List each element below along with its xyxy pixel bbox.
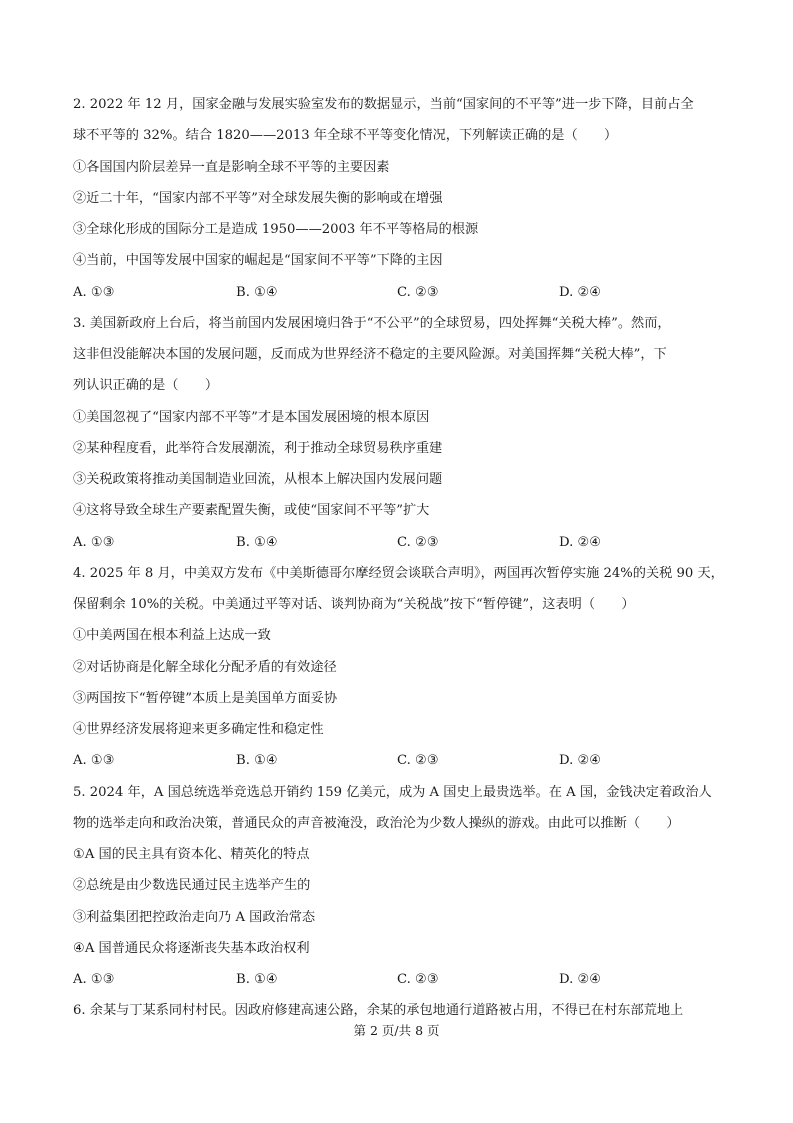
q3-option-b: B. ①④ [236, 535, 278, 550]
q5-statement-4: ④A 国普通民众将逐渐丧失基本政治权利 [73, 941, 310, 956]
q3-options [73, 533, 733, 553]
q4-options [73, 751, 733, 771]
q3-stem-line-2: 这非但没能解决本国的发展问题，反而成为世界经济不稳定的主要风险源。对美国挥舞“关税大棒”，下 [73, 347, 667, 362]
q3-option-c: C. ②③ [397, 535, 439, 550]
q2-option-d: D. ②④ [559, 285, 602, 300]
q5-options [73, 970, 733, 990]
q2-option-c: C. ②③ [397, 285, 439, 300]
q2-stem-line-1: 2. 2022 年 12 月，国家金融与发展实验室发布的数据显示，当前“国家间的不平等”进一步下降，目前占全 [73, 97, 694, 112]
q4-statement-2: ②对话协商是化解全球化分配矛盾的有效途径 [73, 660, 337, 675]
q5-statement-2: ②总统是由少数选民通过民主选举产生的 [73, 878, 311, 893]
q5-option-c: C. ②③ [397, 972, 439, 987]
q5-option-d: D. ②④ [559, 972, 602, 987]
q5-stem-line-1: 5. 2024 年，A 国总统选举竞选总开销约 159 亿美元，成为 A 国史上最贵选举。在 A 国，金钱决定着政治人 [73, 785, 712, 800]
q4-stem-line-1: 4. 2025 年 8 月，中美双方发布《中美斯德哥尔摩经贸会谈联合声明》，两国再次暂停实施 24%的关税 90 天， [73, 566, 724, 581]
q5-stem-line-2: 物的选举走向和政治决策，普通民众的声音被淹没，政治沦为少数人操纵的游戏。由此可以推断（ ） [73, 816, 680, 831]
q4-statement-4: ④世界经济发展将迎来更多确定性和稳定性 [73, 722, 324, 737]
q3-statement-3: ③关税政策将推动美国制造业回流，从根本上解决国内发展问题 [73, 472, 443, 487]
q2-option-b: B. ①④ [236, 285, 278, 300]
q3-statement-4: ④这将导致全球生产要素配置失衡，或使“国家间不平等”扩大 [73, 503, 430, 518]
q5-statement-1: ①A 国的民主具有资本化、精英化的特点 [73, 847, 310, 862]
q2-statement-2: ②近二十年，“国家内部不平等”对全球发展失衡的影响或在增强 [73, 191, 443, 206]
q5-option-a: A. ①③ [73, 972, 115, 987]
q6-stem-line-1: 6. 余某与丁某系同村村民。因政府修建高速公路，余某的承包地通行道路被占用，不得已在村东部荒地上 [73, 1003, 684, 1018]
q4-stem-line-2: 保留剩余 10%的关税。中美通过平等对话、谈判协商为“关税战”按下“暂停键”，这表明（ ） [73, 597, 635, 612]
q2-statement-4: ④当前，中国等发展中国家的崛起是“国家间不平等”下降的主因 [73, 253, 443, 268]
q2-options [73, 283, 733, 303]
q3-statement-1: ①美国忽视了“国家内部不平等”才是本国发展困境的根本原因 [73, 410, 430, 425]
q2-stem-line-2: 球不平等的 32%。结合 1820——2013 年全球不平等变化情况，下列解读正确的是（ ） [73, 128, 618, 143]
q3-option-a: A. ①③ [73, 535, 115, 550]
q4-option-d: D. ②④ [559, 753, 602, 768]
q5-statement-3: ③利益集团把控政治走向乃 A 国政治常态 [73, 910, 316, 925]
q2-statement-1: ①各国国内阶层差异一直是影响全球不平等的主要因素 [73, 160, 390, 175]
q4-statement-1: ①中美两国在根本利益上达成一致 [73, 628, 271, 643]
q2-option-a: A. ①③ [73, 285, 115, 300]
q4-statement-3: ③两国按下“暂停键”本质上是美国单方面妥协 [73, 691, 338, 706]
q4-option-c: C. ②③ [397, 753, 439, 768]
page-footer: 第 2 页/共 8 页 [353, 1023, 440, 1038]
q4-option-b: B. ①④ [236, 753, 278, 768]
q3-option-d: D. ②④ [559, 535, 602, 550]
q3-stem-line-1: 3. 美国新政府上台后，将当前国内发展困境归咎于“不公平”的全球贸易，四处挥舞“关税大棒”。然而， [73, 316, 671, 331]
q3-statement-2: ②某种程度看，此举符合发展潮流，利于推动全球贸易秩序重建 [73, 441, 443, 456]
q2-statement-3: ③全球化形成的国际分工是造成 1950——2003 年不平等格局的根源 [73, 222, 479, 237]
q5-option-b: B. ①④ [236, 972, 278, 987]
q3-stem-line-3: 列认识正确的是（ ） [73, 378, 219, 393]
q4-option-a: A. ①③ [73, 753, 115, 768]
